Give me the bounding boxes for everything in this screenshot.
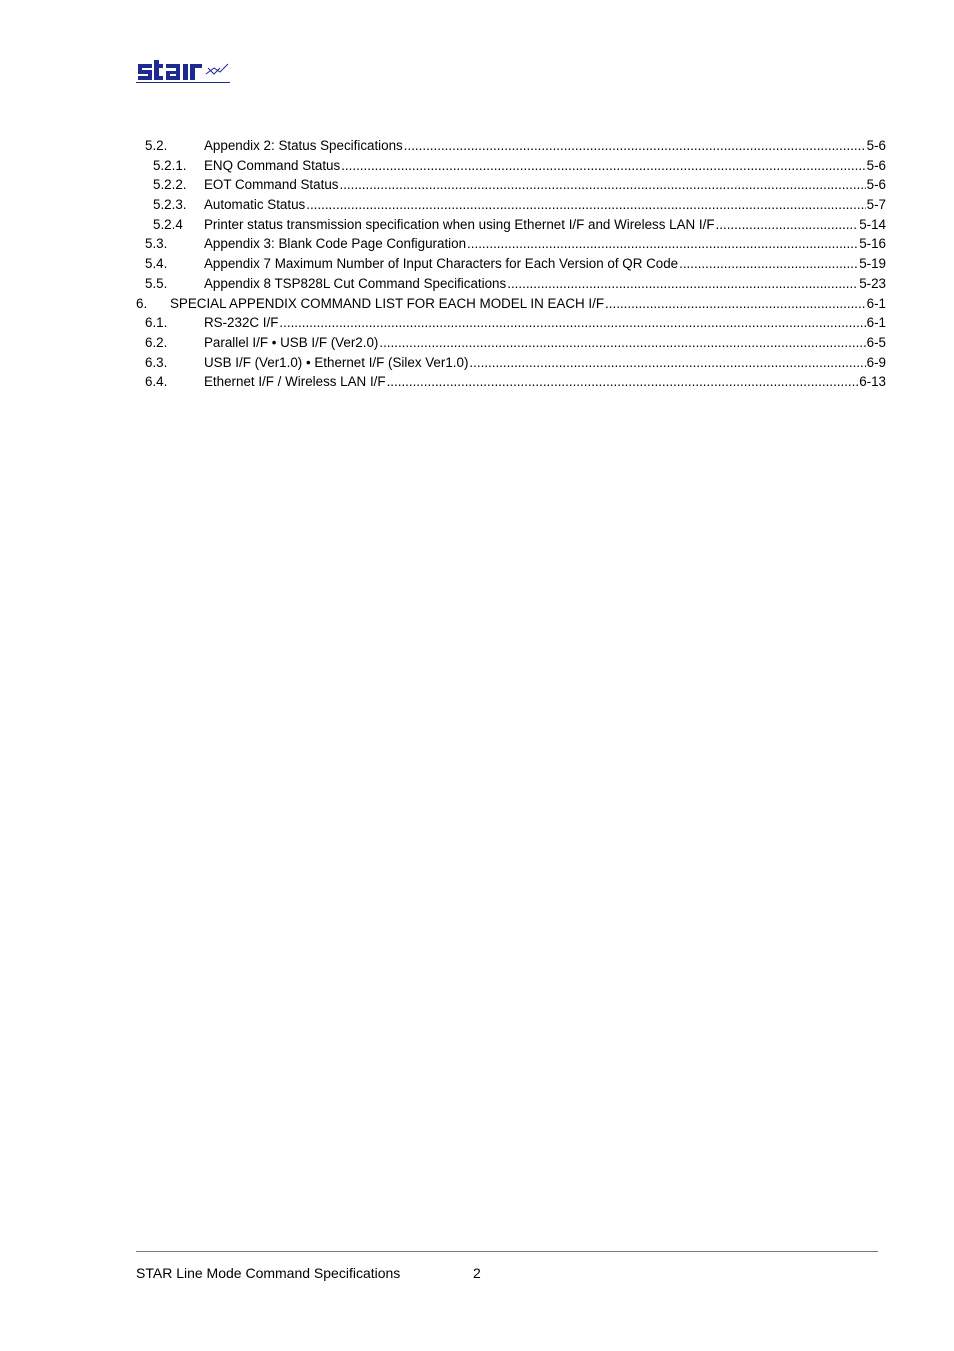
toc-entry-title: Ethernet I/F / Wireless LAN I/F: [204, 374, 386, 390]
toc-entry-page: 5-6: [866, 157, 886, 173]
toc-dot-leader: [279, 313, 865, 333]
toc-entry[interactable]: [136, 215, 886, 235]
toc-entry[interactable]: [136, 136, 886, 156]
toc-entry-page: 5-7: [866, 197, 886, 213]
toc-entry-page: 6-1: [866, 295, 886, 311]
toc-entry-page: 6-5: [866, 334, 886, 350]
toc-entry-page: 5-19: [859, 256, 886, 272]
toc-entry-page: 6-1: [866, 315, 886, 331]
toc-dot-leader: [379, 333, 865, 353]
toc-entry-page: 5-14: [859, 216, 886, 232]
toc-entry-title: RS-232C I/F: [204, 315, 279, 331]
toc-entry-number: 5.2.3.: [153, 197, 187, 213]
toc-entry-page: 6-9: [866, 354, 886, 370]
toc-entry-title: Appendix 7 Maximum Number of Input Characters for Each Version of QR Code: [204, 256, 679, 272]
toc-entry-title: USB I/F (Ver1.0) • Ethernet I/F (Silex Ver1.0): [204, 354, 469, 370]
toc-dot-leader: [469, 353, 865, 373]
toc-dot-leader: [679, 254, 858, 274]
toc-entry-title: Appendix 3: Blank Code Page Configuration: [204, 236, 467, 252]
toc-dot-leader: [716, 215, 859, 235]
toc-entry[interactable]: [136, 274, 886, 294]
toc-entry-title: EOT Command Status: [204, 177, 339, 193]
toc-dot-leader: [341, 156, 865, 176]
toc-entry-number: 5.2.1.: [153, 157, 187, 173]
toc-dot-leader: [404, 136, 866, 156]
toc-entry-title: ENQ Command Status: [204, 157, 341, 173]
toc-dot-leader: [306, 195, 865, 215]
toc-entry[interactable]: [136, 234, 886, 254]
toc-entry-page: 5-6: [866, 177, 886, 193]
toc-entry-title: Appendix 2: Status Specifications: [204, 138, 403, 153]
star-logo: [136, 52, 232, 84]
toc-entry[interactable]: [136, 195, 886, 215]
toc-entry-number: 6.4.: [145, 374, 168, 390]
footer-title: STAR Line Mode Command Specifications: [136, 1265, 401, 1281]
toc-entry-number: 5.5.: [145, 275, 168, 291]
toc-entry[interactable]: [136, 294, 886, 314]
toc-entry[interactable]: [136, 353, 886, 373]
toc-entry-number: 6.1.: [145, 315, 168, 331]
toc-entry-page: 6-13: [859, 374, 886, 390]
toc-entry-number: 5.4.: [145, 256, 168, 272]
toc-entry-number: 5.2.: [145, 138, 168, 153]
toc-dot-leader: [339, 175, 865, 195]
toc-entry-title: Appendix 8 TSP828L Cut Command Specifications: [204, 275, 507, 291]
toc-entry[interactable]: [136, 372, 886, 392]
toc-entry-page: 5-23: [859, 275, 886, 291]
toc-entry-title: Automatic Status: [204, 197, 306, 213]
toc-entry-number: 5.2.2.: [153, 177, 187, 193]
toc-entry[interactable]: [136, 333, 886, 353]
toc-dot-leader: [467, 234, 858, 254]
toc-entry-number: 5.2.4: [153, 216, 183, 232]
toc-entry[interactable]: [136, 313, 886, 333]
star-logo-icon: [136, 52, 232, 84]
toc-dot-leader: [507, 274, 858, 294]
toc-entry-number: 6.: [136, 295, 148, 311]
toc-entry[interactable]: [136, 254, 886, 274]
toc-entry-number: 6.2.: [145, 334, 168, 350]
toc-entry-number: 6.3.: [145, 354, 168, 370]
footer-divider: [136, 1251, 878, 1252]
toc-entry-page: 5-16: [859, 236, 886, 252]
toc-dot-leader: [605, 294, 866, 314]
toc-entry[interactable]: [136, 175, 886, 195]
toc-entry-title: SPECIAL APPENDIX COMMAND LIST FOR EACH MODEL IN EACH I/F: [170, 295, 605, 311]
toc-entry[interactable]: [136, 156, 886, 176]
footer-page-number: 2: [473, 1265, 481, 1281]
toc-entry-title: Parallel I/F • USB I/F (Ver2.0): [204, 334, 379, 350]
toc-entry-title: Printer status transmission specification when using Ethernet I/F and Wireless LAN I/F: [204, 216, 715, 232]
toc-dot-leader: [387, 372, 859, 392]
table-of-contents: [136, 136, 886, 392]
toc-entry-page: 5-6: [866, 138, 886, 153]
toc-entry-number: 5.3.: [145, 236, 168, 252]
